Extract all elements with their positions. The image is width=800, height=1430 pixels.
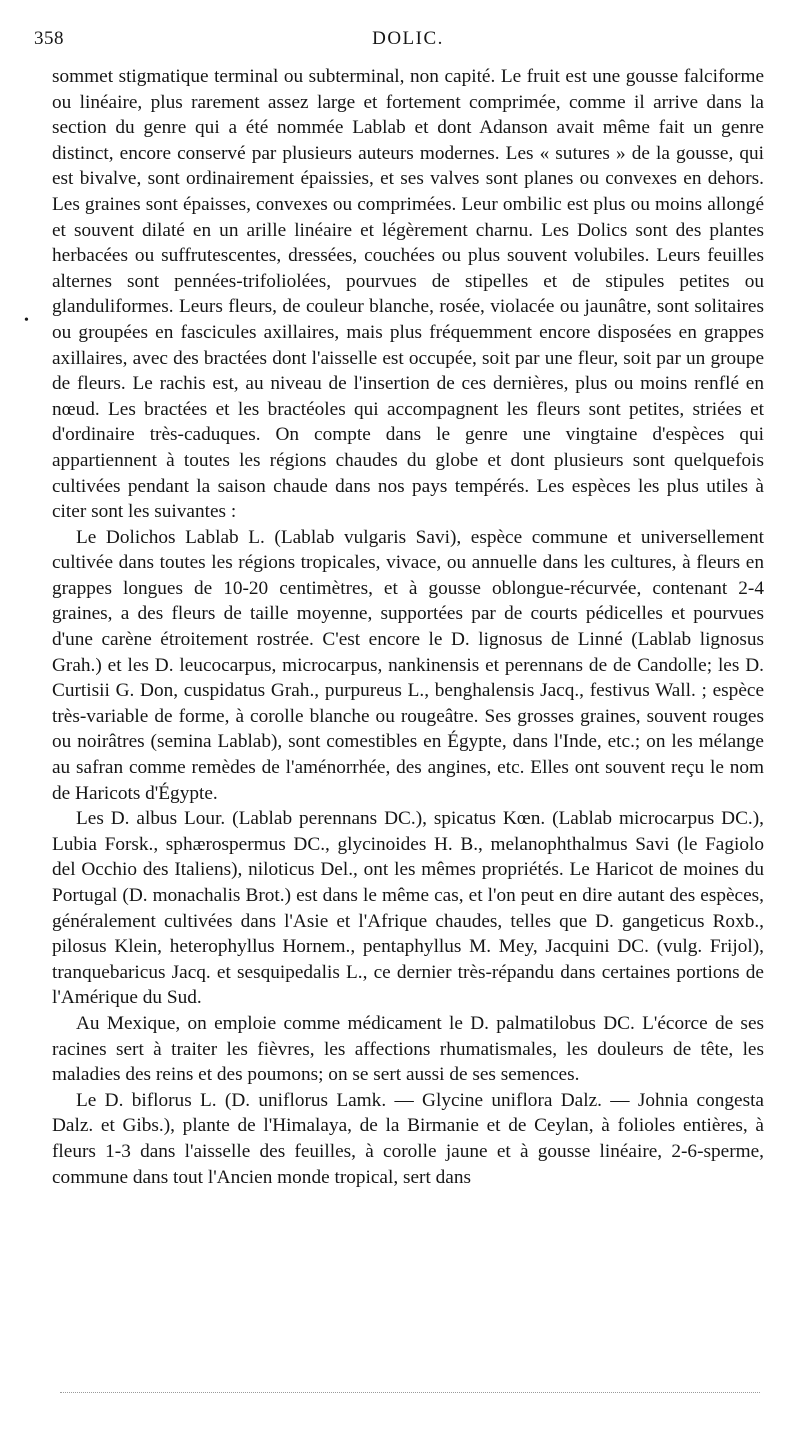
page [34, 28, 764, 1190]
body-text [52, 64, 764, 1190]
running-header [34, 28, 764, 64]
paragraph-genus-description: sommet stigmatique terminal ou subterminal, non capité. Le fruit est une gousse falciforme ou linéaire, plus rarement assez large et fortement comprimée, comme il arrive dans la section du genre qui a été nommée Lablab et dont Adanson avait même fait un genre distinct, encore conservé par plusieurs auteurs modernes. Les « sutures » de la gousse, qui est bivalve, sont ordinairement épaissies, et ses valves sont planes ou convexes en dehors. Les graines sont épaisses, convexes ou comprimées. Leur ombilic est plus ou moins allongé et souvent dilaté en un arille linéaire et légèrement charnu. Les Dolics sont des plantes herbacées ou suffrutescentes, dressées, couchées ou plus souvent volubiles. Leurs feuilles alternes sont pennées-trifoliolées, pourvues de stipelles et de stipules petites ou glanduliformes. Leurs fleurs, de couleur blanche, rosée, violacée ou jaunâtre, sont solitaires ou groupées en fascicules axillaires, mais plus fréquemment encore disposées en grappes axillaires, avec des bractées dont l'aisselle est occupée, soit par une fleur, soit par un groupe de fleurs. Le rachis est, au niveau de l'insertion de ces dernières, plus ou moins renflé en nœud. Les bractées et les bractéoles qui accompagnent les fleurs sont petites, striées et d'ordinaire très-caduques. On compte dans le genre une vingtaine d'espèces qui appartiennent à toutes les régions chaudes du globe et dont plusieurs sont quelquefois cultivées pendant la saison chaude dans nos pays tempérés. Les espèces les plus utiles à citer sont les suivantes : [52, 66, 764, 523]
margin-mark: • [24, 313, 29, 328]
paragraph-dolichos-lablab: Le Dolichos Lablab L. (Lablab vulgaris Savi), espèce commune et universellement cultivée dans toutes les régions tropicales, vivace, ou annuelle dans les cultures, à fleurs en grappes longues de 10-20 centimètres, et à gousse oblongue-récurvée, contenant 2-4 graines, a des fleurs de taille moyenne, supportées par de courts pédicelles et pourvues d'une carène étroitement rostrée. C'est encore le D. lignosus de Linné (Lablab lignosus Grah.) et les D. leucocarpus, microcarpus, nankinensis et perennans de de Candolle; les D. Curtisii G. Don, cuspidatus Grah., purpureus L., benghalensis Jacq., festivus Wall. ; espèce très-variable de forme, à corolle blanche ou rougeâtre. Ses grosses graines, souvent rouges ou noirâtres (semina Lablab), sont comestibles en Égypte, dans l'Inde, etc.; on les mélange au safran comme remèdes de l'aménorrhée, des angines, etc. Elles ont souvent reçu le nom de Haricots d'Égypte. [52, 526, 764, 804]
paragraph-mexico-usage: Au Mexique, on emploie comme médicament le D. palmatilobus DC. L'écorce de ses racines sert à traiter les fièvres, les affections rhumatismales, les douleurs de tête, les maladies des reins et des poumons; on se sert aussi de ses semences. [52, 1012, 764, 1086]
running-title: DOLIC. [372, 28, 444, 49]
paragraph-related-species: Les D. albus Lour. (Lablab perennans DC.), spicatus Kœn. (Lablab microcarpus DC.), Lubia Forsk., sphærospermus DC., glycinoides H. B., melanophthalmus Savi (le Fagiolo del Occhio des Italiens), niloticus Del., ont les mêmes propriétés. Le Haricot de moines du Portugal (D. monachalis Brot.) est dans le même cas, et l'on peut en dire autant des espèces, généralement cultivées dans l'Asie et l'Afrique chaudes, telles que D. gangeticus Roxb., pilosus Klein, heterophyllus Hornem., pentaphyllus M. Mey, Jacquini DC. (vulg. Frijol), tranquebaricus Jacq. et sesquipedalis L., ce dernier très-répandu dans certaines portions de l'Amérique du Sud. [52, 808, 764, 1009]
page-number: 358 [34, 28, 64, 49]
bottom-divider [60, 1392, 760, 1393]
paragraph-dolichos-biflorus: Le D. biflorus L. (D. uniflorus Lamk. — Glycine uniflora Dalz. — Johnia congesta Dalz. et Gibs.), plante de l'Himalaya, de la Birmanie et de Ceylan, à folioles entières, à fleurs 1-3 dans l'aisselle des feuilles, à corolle jaune et à gousse linéaire, 2-6-sperme, commune dans tout l'Ancien monde tropical, sert dans [52, 1089, 764, 1188]
